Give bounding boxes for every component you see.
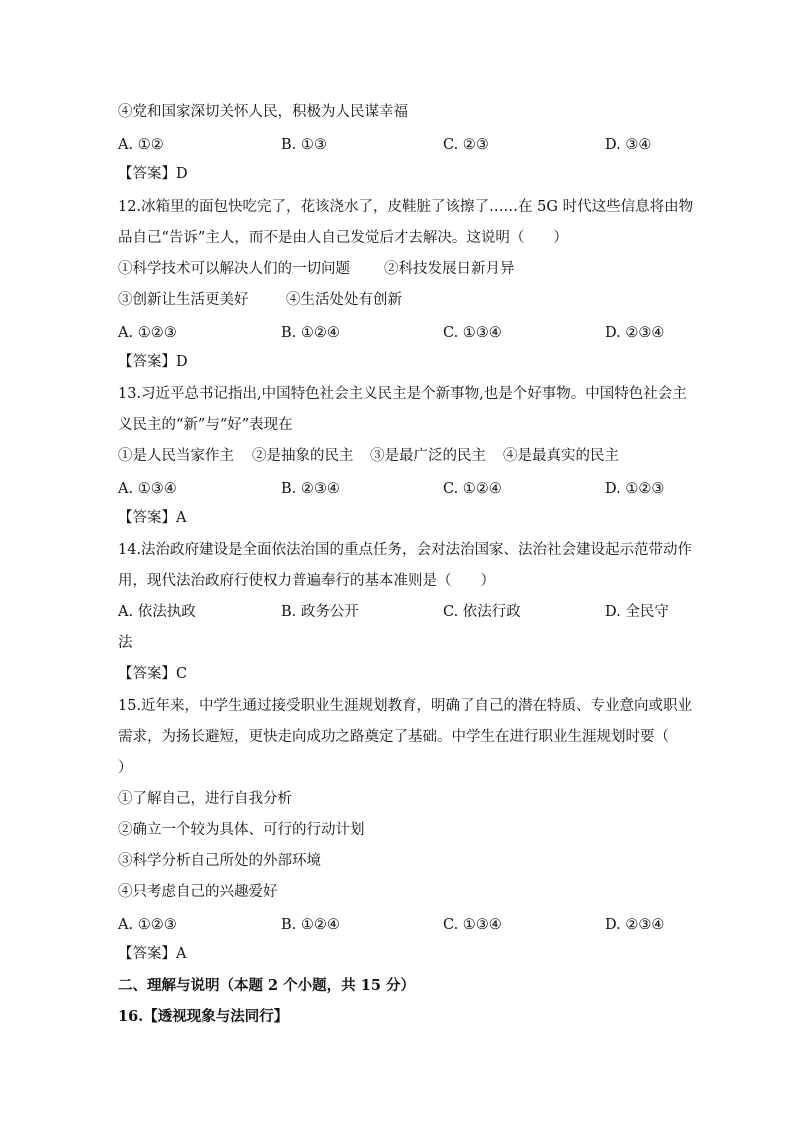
q14-options	[118, 602, 678, 622]
q13-option-d: D. ①②③	[605, 481, 665, 497]
q12-options	[118, 323, 678, 343]
q13-statements	[118, 446, 678, 466]
q14-option-c: C. 依法行政	[443, 604, 521, 620]
q12-option-d: D. ②③④	[605, 325, 665, 341]
q13-answer: 【答案】A	[118, 510, 187, 526]
q11-option-d: D. ③④	[605, 137, 652, 153]
q14-stem-line-2: 用，现代法治政府行使权力普遍奉行的基本准则是（ ）	[118, 573, 495, 589]
q16-title: 16.【透视现象与法同行】	[118, 1008, 289, 1025]
section-2-heading: 二、理解与说明（本题 2 个小题，共 15 分）	[118, 977, 415, 994]
q14-option-d-tail: 法	[118, 635, 133, 651]
q12-option-c: C. ①③④	[443, 325, 502, 341]
q13-option-a: A. ①③④	[118, 481, 177, 497]
q15-option-b: B. ①②④	[281, 917, 340, 933]
q13-option-b: B. ②③④	[281, 481, 340, 497]
q15-statement-4: ④只考虑自己的兴趣爱好	[118, 884, 278, 900]
q15-options	[118, 915, 678, 935]
q15-option-d: D. ②③④	[605, 917, 665, 933]
q11-statement-4: ④党和国家深切关怀人民，积极为人民谋幸福	[118, 104, 408, 120]
q13-statement-1: ①是人民当家作主	[118, 448, 234, 464]
q12-statement-4: ④生活处处有创新	[286, 292, 402, 308]
q11-option-b: B. ①③	[281, 137, 327, 153]
q13-option-c: C. ①②④	[443, 481, 502, 497]
q12-option-a: A. ①②③	[118, 325, 177, 341]
q12-answer: 【答案】D	[118, 354, 188, 370]
q12-statements-row-1	[118, 259, 678, 279]
q13-options	[118, 479, 678, 499]
q14-option-b: B. 政务公开	[281, 604, 359, 620]
q13-stem-line-2: 义民主的“新”与“好”表现在	[118, 417, 293, 433]
q15-option-a: A. ①②③	[118, 917, 177, 933]
q11-option-a: A. ①②	[118, 137, 164, 153]
q15-stem-line-1: 15.近年来，中学生通过接受职业生涯规划教育，明确了自己的潜在特质、专业意向或职业	[118, 698, 693, 714]
q15-statement-2: ②确立一个较为具体、可行的行动计划	[118, 822, 365, 838]
q12-statements-row-2	[118, 290, 678, 310]
q11-options	[118, 135, 678, 155]
q13-stem-line-1: 13.习近平总书记指出,中国特色社会主义民主是个新事物,也是个好事物。中国特色社会主	[118, 386, 687, 402]
q14-answer: 【答案】C	[118, 666, 188, 682]
q12-stem-line-1: 12.冰箱里的面包快吃完了，花该浇水了，皮鞋脏了该擦了……在 5G 时代这些信息将由物	[118, 199, 694, 215]
q11-answer: 【答案】D	[118, 166, 188, 182]
q13-statement-3: ③是最广泛的民主	[370, 448, 486, 464]
q15-statement-1: ①了解自己，进行自我分析	[118, 791, 292, 807]
q11-option-c: C. ②③	[443, 137, 489, 153]
q15-stem-line-2: 需求，为扬长避短，更快走向成功之路奠定了基础。中学生在进行职业生涯规划时要（	[118, 729, 669, 745]
q15-statement-3: ③科学分析自己所处的外部环境	[118, 853, 321, 869]
q12-statement-1: ①科学技术可以解决人们的一切问题	[118, 261, 350, 277]
q15-option-c: C. ①③④	[443, 917, 502, 933]
q12-statement-2: ②科技发展日新月异	[384, 261, 515, 277]
q12-statement-3: ③创新让生活更美好	[118, 292, 249, 308]
q15-stem-line-3: ）	[118, 760, 133, 776]
q14-option-d: D. 全民守	[605, 604, 669, 620]
q12-option-b: B. ①②④	[281, 325, 340, 341]
q14-option-a: A. 依法执政	[118, 604, 196, 620]
q12-stem-line-2: 品自己“告诉”主人，而不是由人自己发觉后才去解决。这说明（ ）	[118, 230, 568, 246]
q14-stem-line-1: 14.法治政府建设是全面依法治国的重点任务，会对法治国家、法治社会建设起示范带动作	[118, 542, 693, 558]
q13-statement-4: ④是最真实的民主	[503, 448, 619, 464]
q13-statement-2: ②是抽象的民主	[252, 448, 354, 464]
q15-answer: 【答案】A	[118, 946, 187, 962]
